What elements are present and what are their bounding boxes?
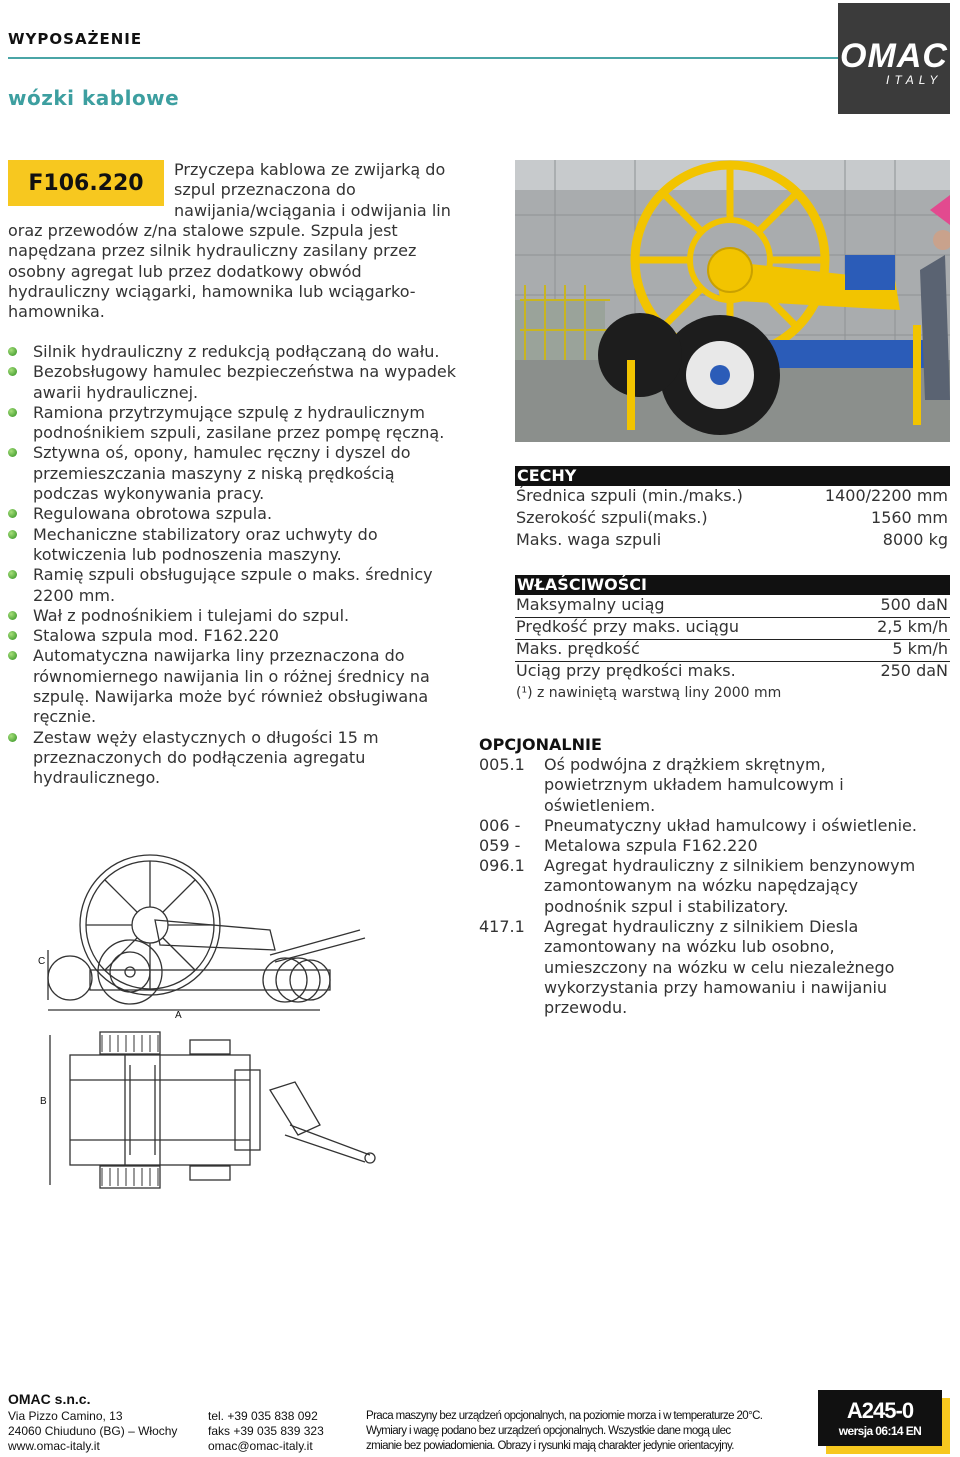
email-link[interactable]: omac@omac-italy.it bbox=[208, 1439, 313, 1453]
intro-line: oraz przewodów z/na stalowe szpule. Szpula jest bbox=[8, 221, 398, 240]
dimension-label-c: C bbox=[38, 956, 46, 967]
product-intro-rest bbox=[8, 221, 478, 322]
spec-row bbox=[515, 508, 950, 530]
bullet-icon bbox=[8, 347, 17, 356]
company-name: OMAC s.n.c. bbox=[8, 1391, 91, 1407]
feature-item: Ramię szpuli obsługujące szpule o maks. średnicy 2200 mm. bbox=[8, 565, 478, 606]
bullet-icon bbox=[8, 611, 17, 620]
document-code: A245-0 bbox=[846, 1398, 914, 1423]
spec-row bbox=[515, 639, 950, 662]
intro-line: nawijania/wciągania i odwijania lin bbox=[174, 200, 451, 220]
feature-item: Automatyczna nawijarka liny przeznaczona do równomiernego nawijania lin o różnej średnicy na szpulę. Nawijarka może być również obsługiwana ręcznie. bbox=[8, 646, 478, 727]
option-code: 059 - bbox=[479, 836, 521, 855]
header-divider bbox=[8, 57, 868, 59]
logo-wordmark: OMAC bbox=[840, 37, 948, 75]
spec-label: Maks. prędkość bbox=[516, 639, 640, 658]
feature-item: Stalowa szpula mod. F162.220 bbox=[8, 626, 478, 646]
option-code: 006 - bbox=[479, 816, 521, 835]
spec-row bbox=[515, 595, 950, 618]
spec-value: 1400/2200 mm bbox=[824, 486, 948, 505]
option-text: Oś podwójna z drążkiem skrętnym, powietrznym układem hamulcowym i oświetleniem. bbox=[544, 755, 844, 815]
spec-value: 500 daN bbox=[880, 595, 948, 614]
document-version: wersja 06:14 EN bbox=[838, 1424, 922, 1438]
option-text: Pneumatyczny układ hamulcowy i oświetlenie. bbox=[544, 816, 917, 835]
feature-item: Ramiona przytrzymujące szpulę z hydraulicznym podnośnikiem szpuli, zasilane przez pompę ręczną. bbox=[8, 403, 478, 444]
option-text: Agregat hydrauliczny z silnikiem benzynowym zamontowanym na wózku napędzający podnośnik szpul i stabilizatory. bbox=[544, 856, 916, 916]
wlasciwosci-heading: WŁAŚCIWOŚCI bbox=[515, 575, 950, 595]
spec-value: 250 daN bbox=[880, 661, 948, 680]
intro-line: Przyczepa kablowa ze zwijarką do bbox=[174, 160, 446, 179]
feature-item: Silnik hydrauliczny z redukcją podłączaną do wału. bbox=[8, 342, 478, 362]
feature-list bbox=[8, 342, 478, 789]
options-heading: OPCJONALNIE bbox=[479, 735, 602, 754]
legal-disclaimer: Praca maszyny bez urządzeń opcjonalnych, na poziomie morza i w temperaturze 20°C. Wymiary i wagę podano bez urządzeń opcjonalnych. Wszystkie dane mogą ulec zmianie bez powiadomienia. Obrazy i rysunki mają charakter jedynie orientacyjny. bbox=[366, 1410, 763, 1452]
spec-label: Uciąg przy prędkości maks. bbox=[516, 661, 736, 680]
spec-value: 2,5 km/h bbox=[877, 617, 948, 636]
bullet-icon bbox=[8, 367, 17, 376]
spec-label: Średnica szpuli (min./maks.) bbox=[516, 486, 743, 505]
bullet-icon bbox=[8, 509, 17, 518]
spec-label: Maksymalny uciąg bbox=[516, 595, 665, 614]
bullet-icon bbox=[8, 408, 17, 417]
feature-item: Zestaw węży elastycznych o długości 15 m przeznaczonych do podłączenia agregatu hydraulicznego. bbox=[8, 728, 478, 789]
section-subcategory: wózki kablowe bbox=[8, 86, 180, 110]
spec-row bbox=[515, 486, 950, 508]
spec-label: Szerokość szpuli(maks.) bbox=[516, 508, 708, 527]
intro-line: napędzana przez silnik hydrauliczny zasilany przez bbox=[8, 241, 417, 261]
feature-item: Mechaniczne stabilizatory oraz uchwyty do kotwiczenia lub podnoszenia maszyny. bbox=[8, 525, 478, 566]
option-code: 005.1 bbox=[479, 755, 525, 774]
company-contact: tel. +39 035 838 092 faks +39 035 839 323 omac@omac-italy.it bbox=[208, 1409, 324, 1453]
bullet-icon bbox=[8, 530, 17, 539]
intro-line: osobny agregat lub przez dodatkowy obwód bbox=[8, 261, 362, 281]
option-code: 096.1 bbox=[479, 856, 525, 875]
feature-item: Regulowana obrotowa szpula. bbox=[8, 504, 478, 524]
bullet-icon bbox=[8, 570, 17, 579]
spec-row bbox=[515, 617, 950, 640]
section-category: WYPOSAŻENIE bbox=[8, 30, 143, 48]
spec-row bbox=[515, 530, 950, 552]
product-photo bbox=[515, 160, 950, 442]
model-badge: F106.220 bbox=[8, 160, 164, 206]
feature-item: Sztywna oś, opony, hamulec ręczny i dyszel do przemieszczania maszyny z niską prędkością podczas wykonywania pracy. bbox=[8, 443, 478, 504]
bullet-icon bbox=[8, 448, 17, 457]
bullet-icon bbox=[8, 631, 17, 640]
option-text: Agregat hydrauliczny z silnikiem Diesla zamontowany na wózku lub osobno, umieszczony na wózku w celu niezależnego wykorzystania przy hamowaniu i nawijaniu przewodu. bbox=[544, 917, 895, 1018]
technical-drawing bbox=[30, 850, 390, 1190]
intro-line: hamownika. bbox=[8, 302, 105, 322]
feature-item: Bezobsługowy hamulec bezpieczeństwa na wypadek awarii hydraulicznej. bbox=[8, 362, 478, 403]
bullet-icon bbox=[8, 651, 17, 660]
website-link[interactable]: www.omac-italy.it bbox=[8, 1439, 100, 1453]
spec-label: Maks. waga szpuli bbox=[516, 530, 662, 549]
spec-value: 1560 mm bbox=[871, 508, 948, 527]
intro-line: hydrauliczny wciągarki, hamownika lub wciągarko- bbox=[8, 281, 416, 301]
logo-subtext: ITALY bbox=[886, 73, 943, 87]
spec-value: 8000 kg bbox=[882, 530, 948, 549]
spec-footnote: (¹) z nawiniętą warstwą liny 2000 mm bbox=[516, 685, 782, 701]
bullet-icon bbox=[8, 733, 17, 742]
spec-row bbox=[515, 661, 950, 683]
spec-value: 5 km/h bbox=[892, 639, 948, 658]
option-code: 417.1 bbox=[479, 917, 525, 936]
company-address: Via Pizzo Camino, 13 24060 Chiuduno (BG) – Włochy www.omac-italy.it bbox=[8, 1409, 178, 1453]
document-code-badge bbox=[818, 1390, 942, 1446]
omac-logo bbox=[838, 3, 950, 114]
cechy-heading: CECHY bbox=[515, 466, 950, 486]
option-text: Metalowa szpula F162.220 bbox=[544, 836, 758, 855]
product-intro-top bbox=[174, 160, 474, 221]
feature-item: Wał z podnośnikiem i tulejami do szpul. bbox=[8, 606, 478, 626]
spec-label: Prędkość przy maks. uciągu bbox=[516, 617, 739, 636]
dimension-label-b: B bbox=[40, 1096, 47, 1107]
dimension-label-a: A bbox=[175, 1010, 182, 1021]
intro-line: szpul przeznaczona do bbox=[174, 180, 356, 200]
